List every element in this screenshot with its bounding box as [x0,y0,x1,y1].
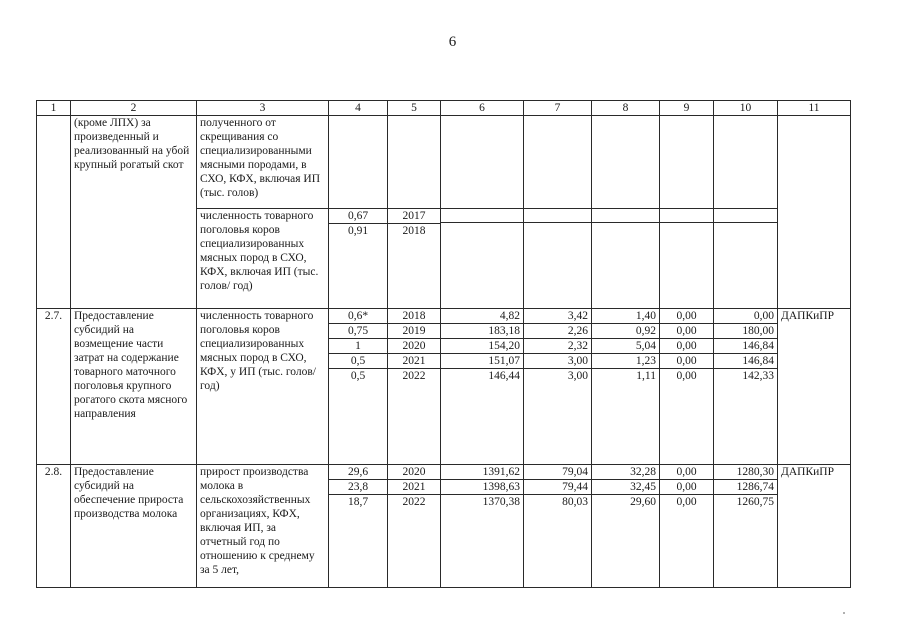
value-cell: 0,00 [660,339,713,354]
value-cell: 3,00 [567,370,588,382]
value-cell: 0,5 [350,370,366,382]
value-cell: 0,00 [660,324,713,339]
indicator-cell: численность товарного поголовья коров специализированных мясных пород в СХО, КФХ, у ИП (тыс. голов/ год) [197,309,329,465]
value-cell: 32,45 [592,480,659,495]
value-cell: 146,44 [488,370,520,382]
year-cell: 2017 [388,209,440,224]
value-cell: 1370,38 [482,496,520,508]
year-cell: 2020 [388,339,440,354]
program-table [36,100,851,588]
value-cell: 146,84 [714,354,777,369]
executor-cell [778,116,851,309]
num-cell [37,116,71,309]
value-cell: 2,26 [524,324,591,339]
value-cell: 0,00 [660,354,713,369]
value-cell: 0,00 [676,496,697,508]
executor-cell: ДАПКиПР [778,309,851,465]
header-cell: 6 [441,101,524,116]
year-cell: 2020 [388,465,440,480]
measure-name-cell: (кроме ЛПХ) за произведенный и реализованный на убой крупный рогатый скот [71,116,197,309]
value-cell: 0,00 [660,480,713,495]
table-row [37,465,851,588]
year-cell: 2018 [388,309,440,324]
row-number: 2.8. [37,465,71,588]
value-cell: 0,00 [660,465,713,480]
value-cell: 0,91 [347,225,369,237]
year-cell: 2018 [402,225,426,237]
value-cell: 80,03 [562,496,588,508]
table-row [37,309,851,465]
value-cell: 1,23 [592,354,659,369]
value-cell: 1,11 [636,370,656,382]
value-cell: 4,82 [441,309,523,324]
value-cell: 79,04 [524,465,591,480]
value-cell: 0,5 [329,354,387,369]
executor-cell: ДАПКиПР [778,465,851,588]
value-cell: 146,84 [714,339,777,354]
value-cell: 1,40 [592,309,659,324]
row-number: 2.7. [37,309,71,465]
value-cell: 1398,63 [441,480,523,495]
measure-name-cell: Предоставление субсидий на обеспечение прироста производства молока [71,465,197,588]
header-cell: 8 [592,101,660,116]
year-cell: 2019 [388,324,440,339]
value-cell: 1280,30 [714,465,777,480]
value-cell: 183,18 [441,324,523,339]
value-cell: 0,92 [592,324,659,339]
value-cell: 29,60 [630,496,656,508]
value-cell: 18,7 [347,496,369,508]
value-cell: 3,00 [524,354,591,369]
value-cell: 154,20 [441,339,523,354]
indicator-cell: численность товарного поголовья коров специализированных мясных пород в СХО, КФХ, включая ИП (тыс. голов/ год) [197,209,329,309]
value-cell: 3,42 [524,309,591,324]
value-cell: 1 [329,339,387,354]
value-cell: 2,32 [524,339,591,354]
value-cell: 79,44 [524,480,591,495]
value-cell: 0,75 [329,324,387,339]
header-cell: 1 [37,101,71,116]
scan-speck [843,612,845,614]
year-cell: 2022 [402,370,426,382]
value-cell: 151,07 [441,354,523,369]
year-cell: 2022 [402,496,426,508]
header-cell: 3 [197,101,329,116]
value-cell: 0,00 [714,309,777,324]
header-cell: 11 [778,101,851,116]
header-cell: 4 [329,101,388,116]
value-cell: 32,28 [592,465,659,480]
header-cell: 2 [71,101,197,116]
value-cell: 29,6 [329,465,387,480]
table-row [37,116,851,209]
value-cell: 0,6* [329,309,387,324]
value-cell: 0,67 [329,209,387,224]
value-cell: 1260,75 [736,496,774,508]
indicator-cell: полученного от скрещивания со специализированными мясными породами, в СХО, КФХ, включая ИП (тыс. голов) [197,116,329,209]
value-cell: 0,00 [676,370,697,382]
value-cell: 23,8 [329,480,387,495]
value-cell: 1286,74 [714,480,777,495]
value-cell: 180,00 [714,324,777,339]
value-cell: 0,00 [660,309,713,324]
header-cell: 10 [714,101,778,116]
year-cell: 2021 [388,354,440,369]
measure-name-cell: Предоставление субсидий на возмещение части затрат на содержание товарного маточного поголовья крупного рогатого скота мясного направления [71,309,197,465]
page-number: 6 [448,34,457,50]
value-cell: 5,04 [592,339,659,354]
indicator-cell: прирост производства молока в сельскохозяйственных организациях, КФХ, включая ИП, за отчетный год по отношению к среднему за 5 лет, [197,465,329,588]
header-cell: 5 [388,101,441,116]
header-cell: 7 [524,101,592,116]
value-cell: 142,33 [742,370,774,382]
value-cell: 1391,62 [441,465,523,480]
year-cell: 2021 [388,480,440,495]
header-cell: 9 [660,101,714,116]
header-row [37,101,851,116]
